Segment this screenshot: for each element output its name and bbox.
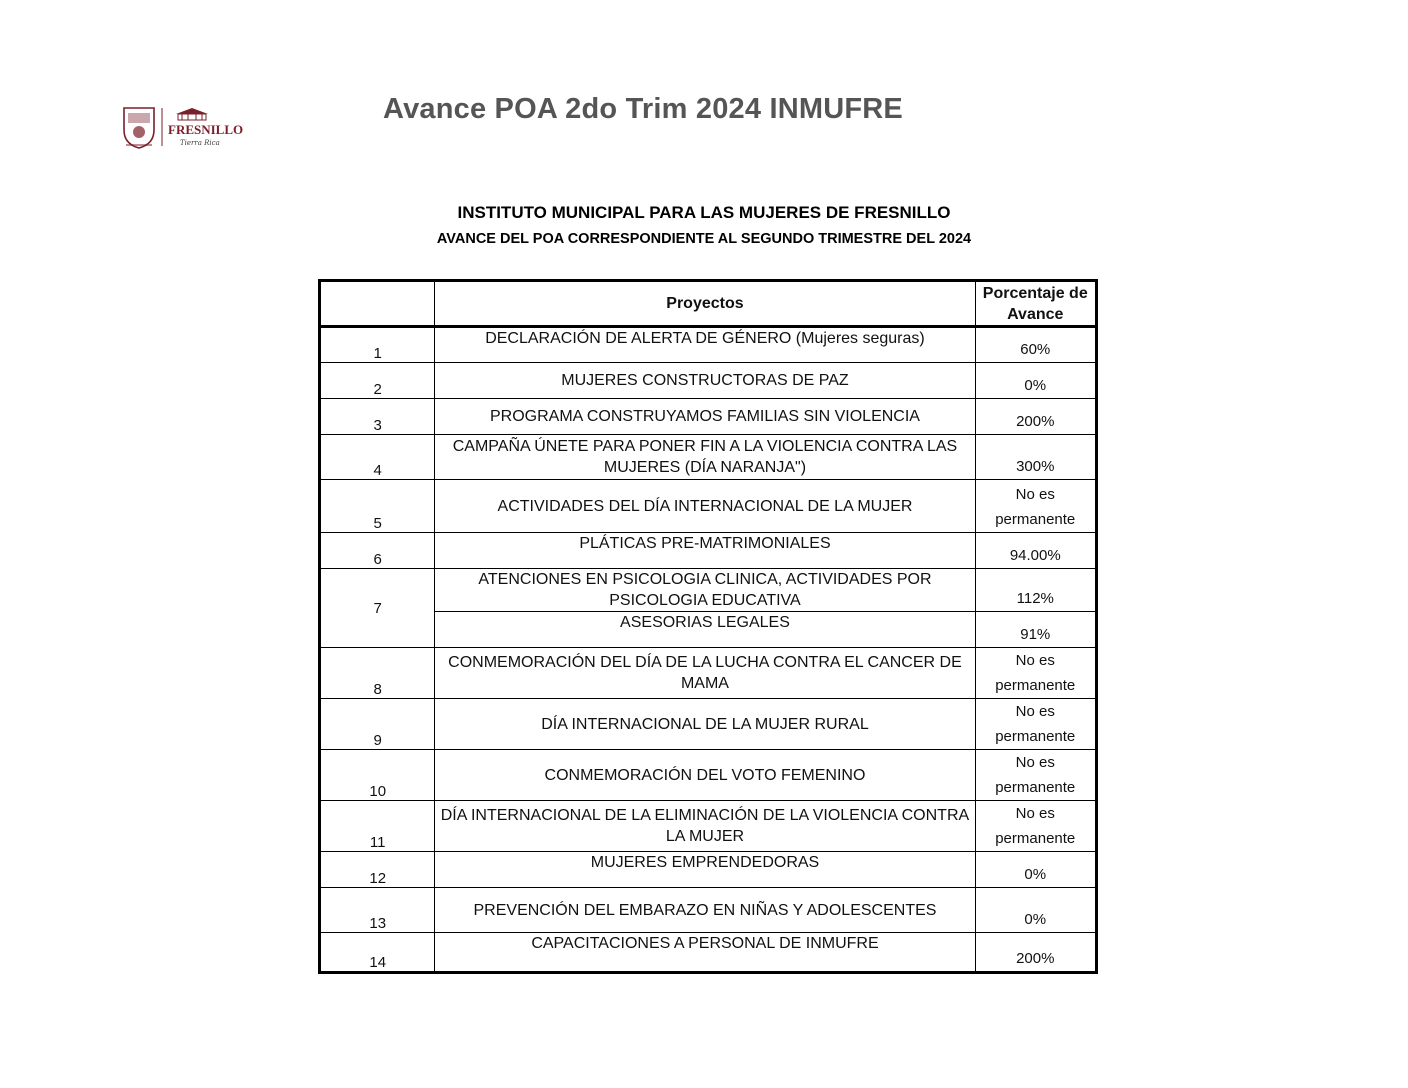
table-row: [320, 533, 1097, 569]
progress-percentage: 300%: [975, 435, 1096, 480]
table-row: [320, 480, 1097, 533]
project-name: ATENCIONES EN PSICOLOGIA CLINICA, ACTIVIDADES POR PSICOLOGIA EDUCATIVA: [435, 569, 975, 612]
project-name: PLÁTICAS PRE-MATRIMONIALES: [435, 533, 975, 569]
progress-percentage: No es permanente: [975, 699, 1096, 750]
progress-percentage: 91%: [975, 612, 1096, 648]
progress-percentage: No es permanente: [975, 750, 1096, 801]
project-name: ASESORIAS LEGALES: [435, 612, 975, 648]
progress-percentage: 0%: [975, 363, 1096, 399]
row-number: 6: [320, 533, 435, 569]
table-row: [320, 327, 1097, 363]
building-icon: [176, 108, 208, 120]
table-row: [320, 648, 1097, 699]
project-name: DÍA INTERNACIONAL DE LA ELIMINACIÓN DE LA VIOLENCIA CONTRA LA MUJER: [435, 801, 975, 852]
institution-name: INSTITUTO MUNICIPAL PARA LAS MUJERES DE FRESNILLO: [457, 203, 951, 222]
svg-text:FRESNILLO: FRESNILLO: [168, 122, 244, 137]
table-row: [320, 801, 1097, 852]
table-row: [320, 399, 1097, 435]
project-name: ACTIVIDADES DEL DÍA INTERNACIONAL DE LA MUJER: [435, 480, 975, 533]
table-header-row: [320, 281, 1097, 327]
table-row: [320, 852, 1097, 888]
project-name: MUJERES CONSTRUCTORAS DE PAZ: [435, 363, 975, 399]
row-number: 12: [320, 852, 435, 888]
table-row: [320, 933, 1097, 973]
row-number: 13: [320, 888, 435, 933]
svg-text:Tierra Rica: Tierra Rica: [180, 139, 220, 147]
progress-percentage: 94.00%: [975, 533, 1096, 569]
column-header-percentage: Porcentaje de Avance: [975, 281, 1096, 327]
table-row: [320, 363, 1097, 399]
progress-percentage: 200%: [975, 399, 1096, 435]
progress-percentage: 0%: [975, 888, 1096, 933]
project-name: PROGRAMA CONSTRUYAMOS FAMILIAS SIN VIOLENCIA: [435, 399, 975, 435]
project-name: CONMEMORACIÓN DEL VOTO FEMENINO: [435, 750, 975, 801]
page-title: Avance POA 2do Trim 2024 INMUFRE: [383, 93, 903, 125]
poa-progress-table: [318, 279, 1098, 974]
row-number: 4: [320, 435, 435, 480]
row-number: 1: [320, 327, 435, 363]
project-name: PREVENCIÓN DEL EMBARAZO EN NIÑAS Y ADOLESCENTES: [435, 888, 975, 933]
project-name: MUJERES EMPRENDEDORAS: [435, 852, 975, 888]
column-header-projects: Proyectos: [435, 281, 975, 327]
progress-percentage: 0%: [975, 852, 1096, 888]
progress-percentage: 200%: [975, 933, 1096, 973]
table-row: [320, 888, 1097, 933]
table-row: [320, 750, 1097, 801]
column-header-number: [320, 281, 435, 327]
table-row: [320, 435, 1097, 480]
report-subtitle: AVANCE DEL POA CORRESPONDIENTE AL SEGUNDO TRIMESTRE DEL 2024: [436, 231, 972, 247]
progress-percentage: No es permanente: [975, 648, 1096, 699]
project-name: CAPACITACIONES A PERSONAL DE INMUFRE: [435, 933, 975, 973]
progress-percentage: 112%: [975, 569, 1096, 612]
project-name: CAMPAÑA ÚNETE PARA PONER FIN A LA VIOLENCIA CONTRA LAS MUJERES (DÍA NARANJA"): [435, 435, 975, 480]
row-number: 10: [320, 750, 435, 801]
fresnillo-logo: [118, 104, 252, 150]
project-name: DECLARACIÓN DE ALERTA DE GÉNERO (Mujeres seguras): [435, 327, 975, 363]
table-row: [320, 612, 1097, 648]
table-row: [320, 699, 1097, 750]
progress-percentage: No es permanente: [975, 801, 1096, 852]
row-number: 5: [320, 480, 435, 533]
project-name: CONMEMORACIÓN DEL DÍA DE LA LUCHA CONTRA EL CANCER DE MAMA: [435, 648, 975, 699]
row-number: 2: [320, 363, 435, 399]
table-row: [320, 569, 1097, 612]
row-number: 3: [320, 399, 435, 435]
progress-percentage: 60%: [975, 327, 1096, 363]
row-number: 14: [320, 933, 435, 973]
row-number: 9: [320, 699, 435, 750]
row-number: 7: [320, 569, 435, 648]
coat-of-arms-icon: [124, 108, 154, 148]
row-number: 11: [320, 801, 435, 852]
progress-percentage: No es permanente: [975, 480, 1096, 533]
project-name: DÍA INTERNACIONAL DE LA MUJER RURAL: [435, 699, 975, 750]
row-number: 8: [320, 648, 435, 699]
